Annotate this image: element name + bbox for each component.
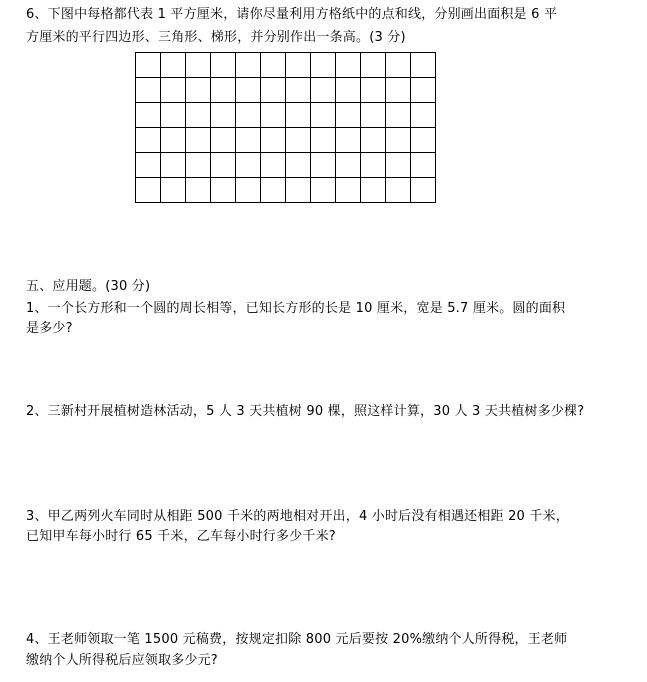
grid-cell bbox=[211, 178, 236, 203]
q1-text-line-2: 是多少? bbox=[26, 321, 73, 336]
grid-cell bbox=[361, 78, 386, 103]
grid-cell bbox=[411, 153, 436, 178]
grid-cell bbox=[386, 53, 411, 78]
grid-row bbox=[136, 53, 436, 78]
grid-cell bbox=[286, 153, 311, 178]
grid-cell bbox=[261, 178, 286, 203]
grid-cell bbox=[411, 78, 436, 103]
grid-cell bbox=[186, 178, 211, 203]
grid-cell bbox=[261, 103, 286, 128]
section-5-heading: 五、应用题。(30 分) bbox=[26, 279, 151, 294]
grid-cell bbox=[386, 153, 411, 178]
grid-cell bbox=[186, 153, 211, 178]
grid-cell bbox=[161, 103, 186, 128]
grid-cell bbox=[261, 153, 286, 178]
grid-cell bbox=[261, 128, 286, 153]
grid-cell bbox=[411, 103, 436, 128]
grid-cell bbox=[211, 103, 236, 128]
grid-cell bbox=[336, 53, 361, 78]
grid-cell bbox=[286, 128, 311, 153]
grid-cell bbox=[136, 128, 161, 153]
grid-cell bbox=[236, 153, 261, 178]
grid-cell bbox=[386, 178, 411, 203]
square-grid-paper bbox=[135, 52, 436, 203]
grid-cell bbox=[311, 128, 336, 153]
grid-cell bbox=[186, 53, 211, 78]
grid-cell bbox=[161, 53, 186, 78]
grid-cell bbox=[386, 128, 411, 153]
q1-text-line-1: 1、一个长方形和一个圆的周长相等，已知长方形的长是 10 厘米，宽是 5.7 厘米。圆的面积 bbox=[26, 301, 566, 316]
q6-text-line-1: 6、下图中每格都代表 1 平方厘米，请你尽量利用方格纸中的点和线，分别画出面积是 6 平 bbox=[26, 7, 558, 22]
grid-cell bbox=[211, 53, 236, 78]
q3-text-line-2: 已知甲车每小时行 65 千米，乙车每小时行多少千米? bbox=[26, 529, 336, 544]
grid-cell bbox=[311, 153, 336, 178]
grid-cell bbox=[211, 78, 236, 103]
grid-cell bbox=[311, 78, 336, 103]
grid-cell bbox=[361, 178, 386, 203]
grid-cell bbox=[161, 78, 186, 103]
grid-row bbox=[136, 178, 436, 203]
grid-cell bbox=[136, 153, 161, 178]
grid-cell bbox=[361, 128, 386, 153]
grid-row bbox=[136, 153, 436, 178]
grid-cell bbox=[411, 178, 436, 203]
grid-cell bbox=[336, 103, 361, 128]
q6-text-line-2: 方厘米的平行四边形、三角形、梯形，并分别作出一条高。(3 分) bbox=[26, 30, 406, 45]
grid-cell bbox=[186, 128, 211, 153]
grid-cell bbox=[411, 53, 436, 78]
grid-cell bbox=[361, 53, 386, 78]
grid-cell bbox=[136, 103, 161, 128]
grid-cell bbox=[361, 153, 386, 178]
grid-cell bbox=[386, 103, 411, 128]
grid-row bbox=[136, 128, 436, 153]
grid-cell bbox=[236, 178, 261, 203]
grid-cell bbox=[161, 128, 186, 153]
grid-cell bbox=[261, 78, 286, 103]
grid-cell bbox=[411, 128, 436, 153]
grid-cell bbox=[336, 128, 361, 153]
grid-row bbox=[136, 103, 436, 128]
grid-cell bbox=[286, 78, 311, 103]
q4-text-line-1: 4、王老师领取一笔 1500 元稿费，按规定扣除 800 元后要按 20%缴纳个人所得税，王老师 bbox=[26, 632, 568, 647]
grid-cell bbox=[186, 103, 211, 128]
grid-cell bbox=[286, 103, 311, 128]
grid-cell bbox=[186, 78, 211, 103]
q4-text-line-2: 缴纳个人所得税后应领取多少元? bbox=[26, 653, 218, 668]
grid-cell bbox=[211, 128, 236, 153]
grid-cell bbox=[336, 178, 361, 203]
grid-cell bbox=[236, 103, 261, 128]
grid-cell bbox=[336, 153, 361, 178]
grid-cell bbox=[286, 178, 311, 203]
grid-cell bbox=[236, 78, 261, 103]
grid-cell bbox=[336, 78, 361, 103]
grid-cell bbox=[161, 178, 186, 203]
grid-cell bbox=[311, 178, 336, 203]
grid-cell bbox=[311, 53, 336, 78]
grid-cell bbox=[386, 78, 411, 103]
grid-cell bbox=[136, 53, 161, 78]
q3-text-line-1: 3、甲乙两列火车同时从相距 500 千米的两地相对开出，4 小时后没有相遇还相距 20 千米， bbox=[26, 509, 569, 524]
grid-row bbox=[136, 78, 436, 103]
grid-cell bbox=[136, 78, 161, 103]
grid-cell bbox=[136, 178, 161, 203]
grid-cell bbox=[286, 53, 311, 78]
grid-cell bbox=[236, 128, 261, 153]
grid-cell bbox=[211, 153, 236, 178]
grid-cell bbox=[261, 53, 286, 78]
grid-cell bbox=[161, 153, 186, 178]
grid-cell bbox=[236, 53, 261, 78]
grid-cell bbox=[361, 103, 386, 128]
q2-text: 2、三新村开展植树造林活动，5 人 3 天共植树 90 棵，照这样计算，30 人 3 天共植树多少棵? bbox=[26, 404, 585, 419]
grid-cell bbox=[311, 103, 336, 128]
